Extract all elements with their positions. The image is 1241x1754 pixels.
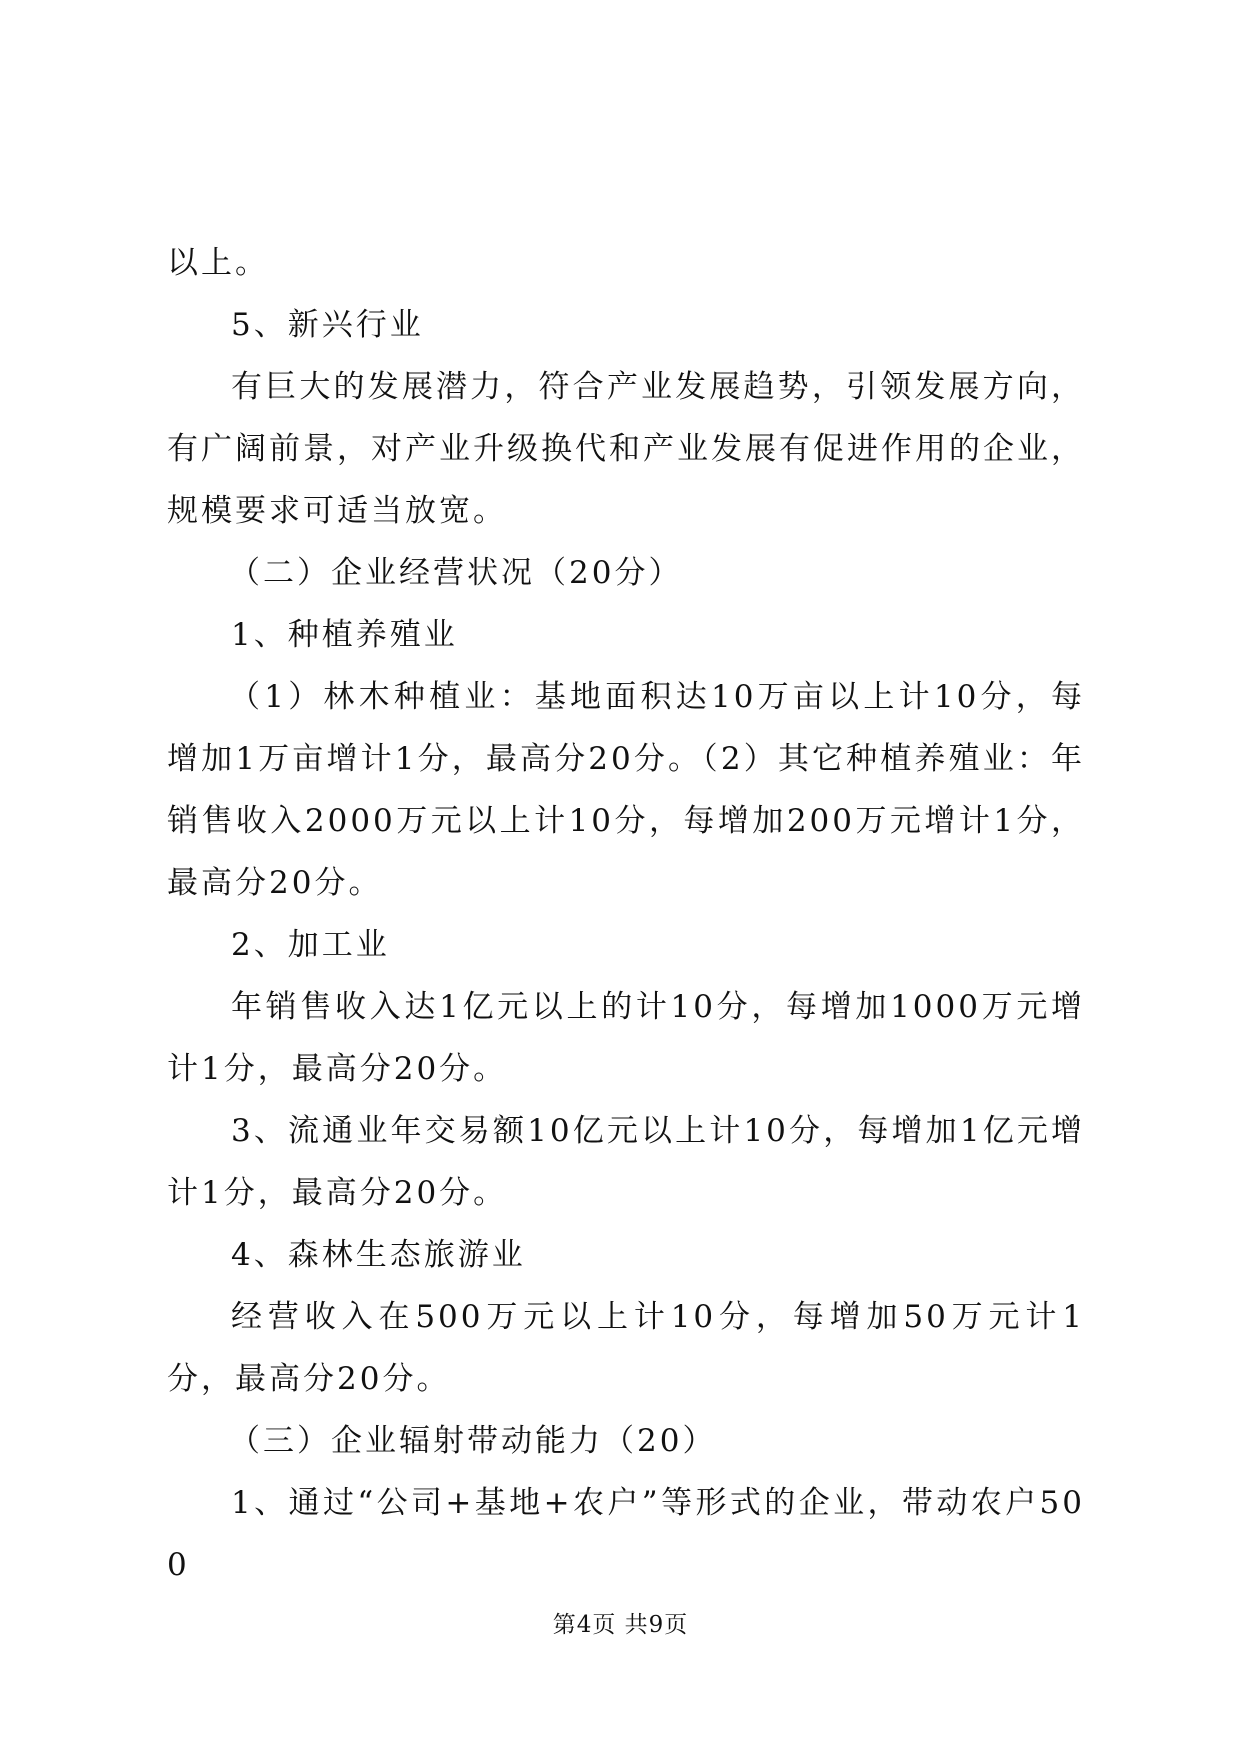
paragraph-3: 有巨大的发展潜力，符合产业发展趋势，引领发展方向，有广阔前景，对产业升级换代和产业发展有促进作用的企业，规模要求可适当放宽。 xyxy=(167,369,1085,529)
paragraph-1: 以上。 xyxy=(167,245,269,281)
paragraph-9: 3、流通业年交易额10亿元以上计10分，每增加1亿元增计1分，最高分20分。 xyxy=(167,1113,1085,1211)
paragraph-13: 1、通过“公司+基地+农户”等形式的企业，带动农户500 xyxy=(167,1485,1085,1583)
paragraph-5-heading: 1、种植养殖业 xyxy=(231,617,458,653)
paragraph-10-heading: 4、森林生态旅游业 xyxy=(231,1237,526,1273)
paragraph-6: （1）林木种植业：基地面积达10万亩以上计10分，每增加1万亩增计1分，最高分20分。（2）其它种植养殖业：年销售收入2000万元以上计10分，每增加200万元增计1分，最高分20分。 xyxy=(167,679,1085,901)
paragraph-4-section-heading: （二）企业经营状况（20分） xyxy=(229,555,683,591)
paragraph-8: 年销售收入达1亿元以上的计10分，每增加1000万元增计1分，最高分20分。 xyxy=(167,989,1085,1087)
paragraph-11: 经营收入在500万元以上计10分，每增加50万元计1分，最高分20分。 xyxy=(167,1299,1085,1397)
document-body xyxy=(167,232,1085,1596)
paragraph-2-heading: 5、新兴行业 xyxy=(231,307,424,343)
page-number-footer: 第4页 共9页 xyxy=(552,1612,689,1638)
paragraph-12-section-heading: （三）企业辐射带动能力（20） xyxy=(229,1423,717,1459)
paragraph-7-heading: 2、加工业 xyxy=(231,927,390,963)
